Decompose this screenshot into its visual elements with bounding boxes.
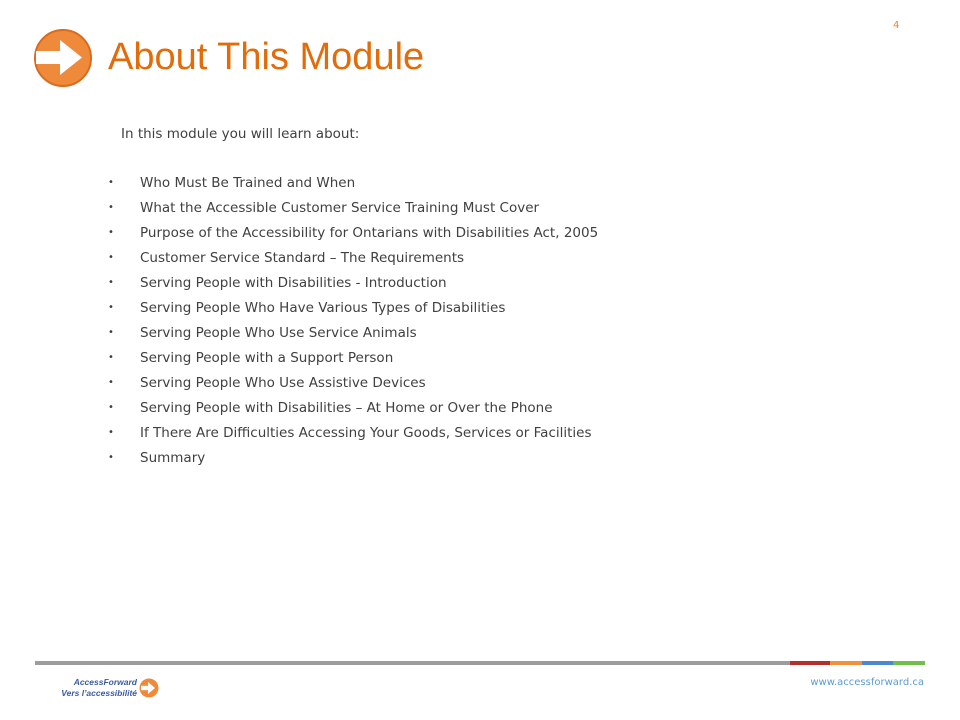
list-item-label: Who Must Be Trained and When [140,175,356,191]
footer-bar-segment-grey [35,661,790,665]
bullet: • [108,177,114,188]
bullet: • [108,402,114,413]
footer-logo-text [37,677,137,699]
list-item [108,172,598,197]
footer-color-bar [35,661,925,665]
list-item [108,372,598,397]
footer-bar-segment-red [790,661,830,665]
bullet: • [108,252,114,263]
list-item [108,322,598,347]
list-item-label: Serving People with a Support Person [140,350,394,366]
bullet: • [108,227,114,238]
list-item [108,272,598,297]
list-item-label: Customer Service Standard – The Requirements [140,250,465,266]
list-item [108,197,598,222]
topic-list [108,172,598,472]
bullet: • [108,302,114,313]
list-item-label: If There Are Difficulties Accessing Your Goods, Services or Facilities [140,425,592,441]
bullet: • [108,277,114,288]
list-item [108,247,598,272]
footer-bar-segment-orange [830,661,862,665]
footer-logo-line1: AccessForward [73,677,137,687]
page-number: 4 [893,20,900,31]
list-item-label: Summary [140,450,206,466]
list-item [108,422,598,447]
bullet: • [108,202,114,213]
arrow-right-circle-icon [139,678,159,698]
list-item-label: Serving People Who Use Service Animals [140,325,417,341]
footer-bar-segment-blue [862,661,893,665]
intro-text: In this module you will learn about: [121,126,360,142]
bullet: • [108,452,114,463]
website-link[interactable]: www.accessforward.ca [810,677,924,688]
list-item-label: Purpose of the Accessibility for Ontarians with Disabilities Act, 2005 [140,225,599,241]
footer-logo-line2: Vers l’accessibilité [61,688,137,698]
list-item [108,297,598,322]
bullet: • [108,352,114,363]
bullet: • [108,377,114,388]
bullet: • [108,327,114,338]
list-item-label: Serving People with Disabilities – At Home or Over the Phone [140,400,553,416]
arrow-right-circle-icon [33,28,93,88]
list-item-label: Serving People Who Use Assistive Devices [140,375,426,391]
list-item [108,447,598,472]
footer-logo [37,677,162,701]
bullet: • [108,427,114,438]
page-title: About This Module [108,36,425,78]
list-item [108,397,598,422]
footer-bar-segment-green [893,661,925,665]
list-item [108,222,598,247]
list-item [108,347,598,372]
list-item-label: Serving People with Disabilities - Introduction [140,275,447,291]
list-item-label: Serving People Who Have Various Types of Disabilities [140,300,506,316]
list-item-label: What the Accessible Customer Service Training Must Cover [140,200,540,216]
